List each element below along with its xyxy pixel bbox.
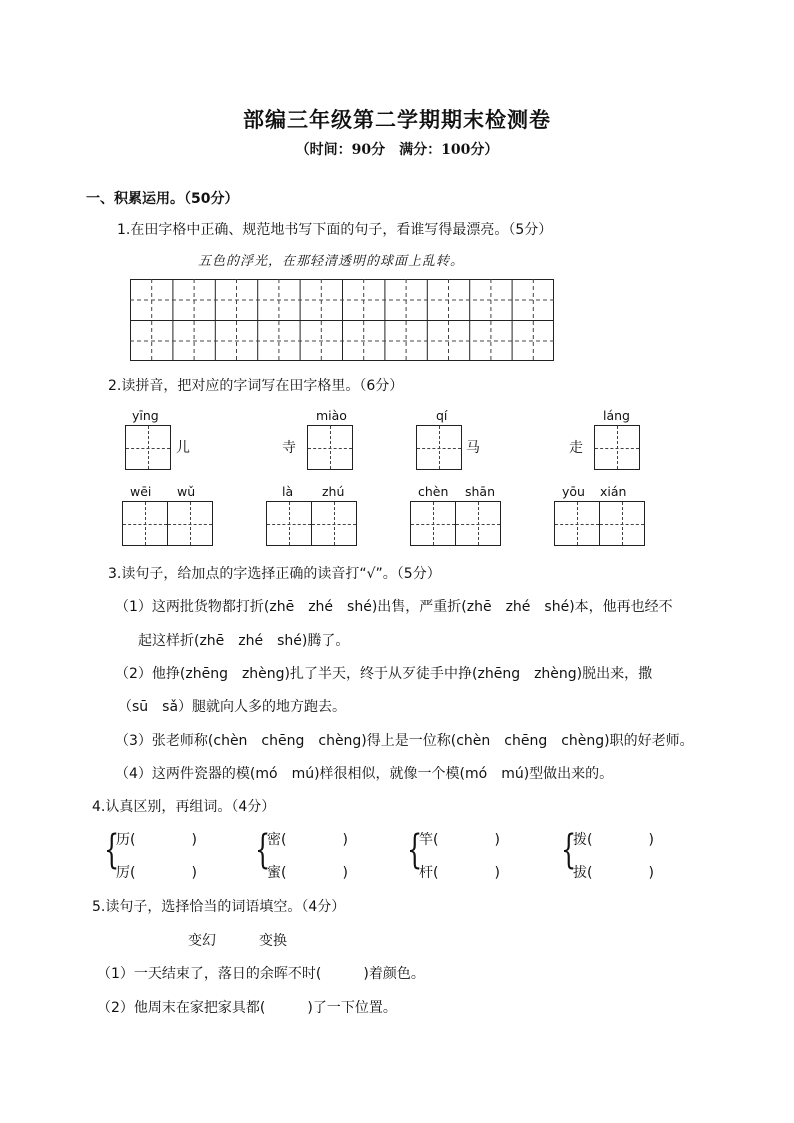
question-1-prompt: 1.在田字格中正确、规范地书写下面的句子，看谁写得最漂亮。（5分） (117, 222, 553, 238)
given-char: 儿 (176, 440, 190, 456)
char-box[interactable] (410, 501, 456, 546)
pinyin-label: chèn (418, 484, 449, 499)
brace-icon: { (255, 827, 271, 873)
word-blank[interactable]: 密( ) (267, 832, 348, 848)
brace-icon: { (104, 827, 120, 873)
fill-line: （2）他周末在家把家具都( )了一下位置。 (97, 1000, 397, 1016)
char-box[interactable] (311, 501, 357, 546)
char-box[interactable] (266, 501, 312, 546)
question-2-prompt: 2.读拼音，把对应的字词写在田字格里。（6分） (108, 378, 404, 394)
reading-line: （3）张老师称(chèn chēng chèng)得上是一位称(chèn chēng chèng)职的好老师。 (115, 733, 694, 749)
char-box[interactable] (416, 425, 462, 470)
fill-line: （1）一天结束了，落日的余晖不时( )着颜色。 (97, 966, 425, 982)
brace-icon: { (407, 827, 423, 873)
word-blank[interactable]: 杆( ) (419, 865, 500, 881)
reading-line: 起这样折(zhē zhé shé)腾了。 (138, 633, 350, 649)
char-box[interactable] (599, 501, 645, 546)
pinyin-label: yīng (132, 408, 159, 423)
word-blank[interactable]: 拨( ) (573, 832, 654, 848)
pinyin-label: là (282, 484, 294, 499)
char-box[interactable] (554, 501, 600, 546)
writing-grid-lines (130, 279, 554, 361)
pinyin-label: yōu (562, 484, 585, 499)
word-blank[interactable]: 蜜( ) (267, 865, 348, 881)
copy-sentence: 五色的浮光，在那轻清透明的球面上乱转。 (198, 254, 465, 269)
char-box[interactable] (122, 501, 168, 546)
char-box[interactable] (167, 501, 213, 546)
reading-line: （1）这两批货物都打折(zhē zhé shé)出售，严重折(zhē zhé shé)本，他再也经不 (115, 599, 673, 615)
given-char: 走 (569, 440, 583, 456)
word-blank[interactable]: 竿( ) (419, 832, 500, 848)
pinyin-label: xián (600, 484, 627, 499)
reading-line: （4）这两件瓷器的模(mó mú)样很相似，就像一个模(mó mú)型做出来的。 (115, 766, 614, 782)
pinyin-label: wǔ (177, 484, 196, 499)
char-box[interactable] (594, 425, 640, 470)
pinyin-label: shān (465, 484, 496, 499)
exam-info: （时间：90分 满分：100分） (295, 142, 499, 158)
char-box[interactable] (125, 425, 171, 470)
char-box[interactable] (307, 425, 353, 470)
given-char: 马 (466, 440, 480, 456)
reading-line: （2）他挣(zhēng zhèng)扎了半天，终于从歹徒手中挣(zhēng zhèng)脱出来，撒 (115, 666, 653, 682)
reading-line: （sū sǎ）腿就向人多的地方跑去。 (118, 699, 347, 715)
question-5-prompt: 5.读句子，选择恰当的词语填空。（4分） (92, 899, 346, 915)
word-blank[interactable]: 历( ) (116, 832, 197, 848)
word-blank[interactable]: 厉( ) (116, 865, 197, 881)
word-option: 变换 (259, 933, 287, 949)
page-title: 部编三年级第二学期期末检测卷 (243, 107, 551, 132)
pinyin-label: qí (436, 408, 448, 423)
char-box[interactable] (455, 501, 501, 546)
pinyin-label: láng (603, 408, 630, 423)
word-option: 变幻 (188, 933, 216, 949)
word-blank[interactable]: 拔( ) (573, 865, 654, 881)
section-heading: 一、积累运用。（50分） (86, 191, 239, 207)
question-3-prompt: 3.读句子，给加点的字选择正确的读音打“√”。（5分） (108, 566, 441, 582)
pinyin-label: wēi (130, 484, 152, 499)
question-4-prompt: 4.认真区别，再组词。（4分） (92, 799, 276, 815)
pinyin-label: miào (316, 408, 347, 423)
brace-icon: { (561, 827, 577, 873)
given-char: 寺 (282, 440, 296, 456)
writing-grid[interactable] (130, 279, 554, 361)
pinyin-label: zhú (322, 484, 345, 499)
